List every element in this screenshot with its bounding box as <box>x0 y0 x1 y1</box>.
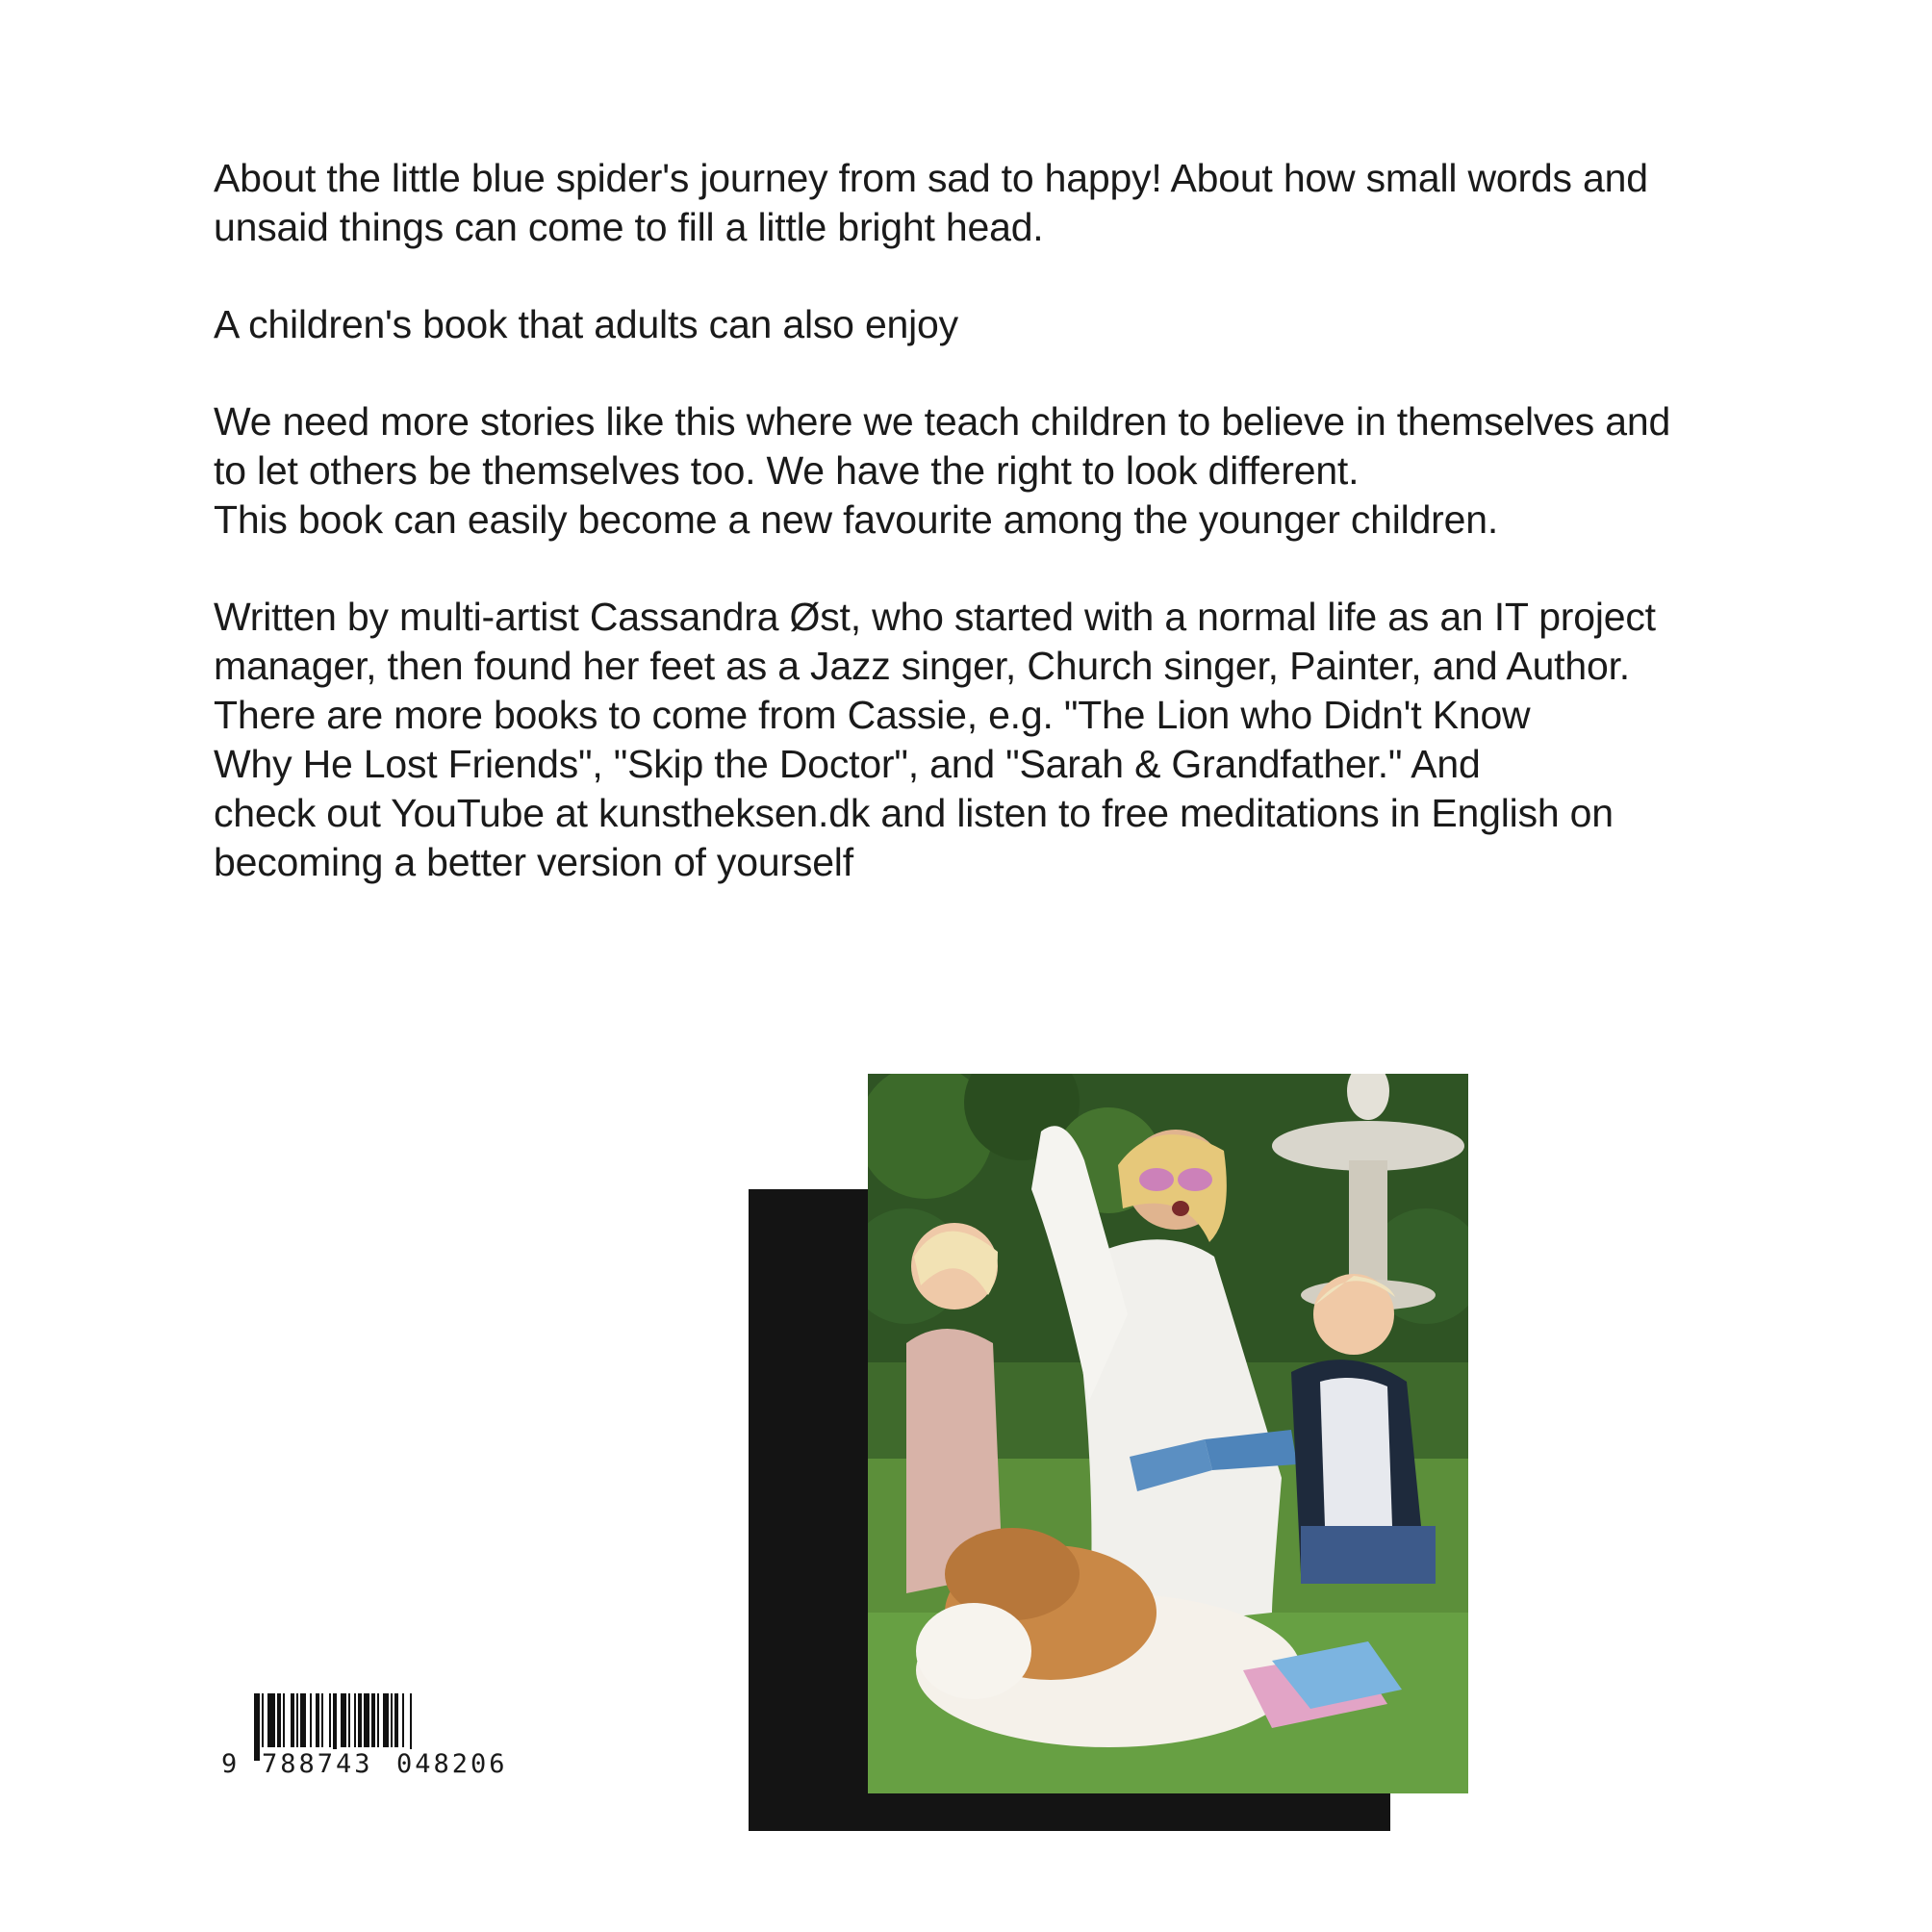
photo-shadow-box <box>749 1189 1390 1831</box>
barcode-bar <box>394 1693 398 1747</box>
barcode-bar <box>277 1693 281 1747</box>
barcode-bar <box>310 1693 312 1747</box>
blurb-line: We need more stories like this where we teach children to believe in themselves and <box>214 399 1671 444</box>
barcode-bar <box>358 1693 362 1747</box>
blurb-line: unsaid things can come to fill a little bright head. <box>214 205 1044 249</box>
barcode-bar <box>267 1693 275 1747</box>
barcode-bar <box>300 1693 306 1747</box>
barcode-bar <box>291 1693 294 1747</box>
blurb-line: check out YouTube at kunstheksen.dk and listen to free meditations in English on <box>214 791 1614 835</box>
barcode-bar <box>377 1693 379 1747</box>
blurb-line: to let others be themselves too. We have the right to look different. <box>214 448 1360 493</box>
barcode-digits-right: 048206 <box>396 1749 508 1779</box>
blurb-paragraph-1 <box>214 154 1772 252</box>
barcode-digit-lead: 9 <box>221 1749 241 1779</box>
author-photo-illustration <box>868 1074 1468 1793</box>
barcode-bar <box>348 1693 350 1747</box>
barcode-digits-left: 788743 <box>262 1749 373 1779</box>
blurb-paragraph-2 <box>214 300 1772 349</box>
barcode-bar <box>371 1693 375 1747</box>
blurb-paragraph-4 <box>214 593 1772 887</box>
barcode-bar <box>283 1693 285 1747</box>
blurb-line: This book can easily become a new favourite among the younger children. <box>214 497 1499 542</box>
blurb-line: About the little blue spider's journey from sad to happy! About how small words and <box>214 156 1648 200</box>
isbn-barcode <box>217 1693 535 1809</box>
blurb-line: manager, then found her feet as a Jazz singer, Church singer, Painter, and Author. <box>214 644 1630 688</box>
blurb-line: Why He Lost Friends", "Skip the Doctor", and "Sarah & Grandfather." And <box>214 742 1481 786</box>
blurb-line: Written by multi-artist Cassandra Øst, who started with a normal life as an IT project <box>214 595 1656 639</box>
blurb-line: becoming a better version of yourself <box>214 840 853 884</box>
author-photo <box>868 1074 1468 1793</box>
back-cover-blurb <box>214 154 1772 935</box>
barcode-bar <box>383 1693 389 1747</box>
barcode-digits <box>217 1749 535 1780</box>
blurb-line: There are more books to come from Cassie, e.g. "The Lion who Didn't Know <box>214 693 1531 737</box>
barcode-bar <box>391 1693 393 1747</box>
barcode-bar <box>364 1693 369 1747</box>
barcode-bar <box>262 1693 264 1747</box>
barcode-bar <box>329 1693 331 1747</box>
barcode-bar <box>296 1693 298 1747</box>
barcode-bar <box>402 1693 404 1747</box>
barcode-bar <box>354 1693 356 1747</box>
barcode-bar <box>341 1693 346 1747</box>
blurb-paragraph-3 <box>214 397 1772 545</box>
barcode-bar <box>316 1693 319 1747</box>
barcode-bar <box>321 1693 323 1747</box>
blurb-line: A children's book that adults can also enjoy <box>214 302 958 346</box>
